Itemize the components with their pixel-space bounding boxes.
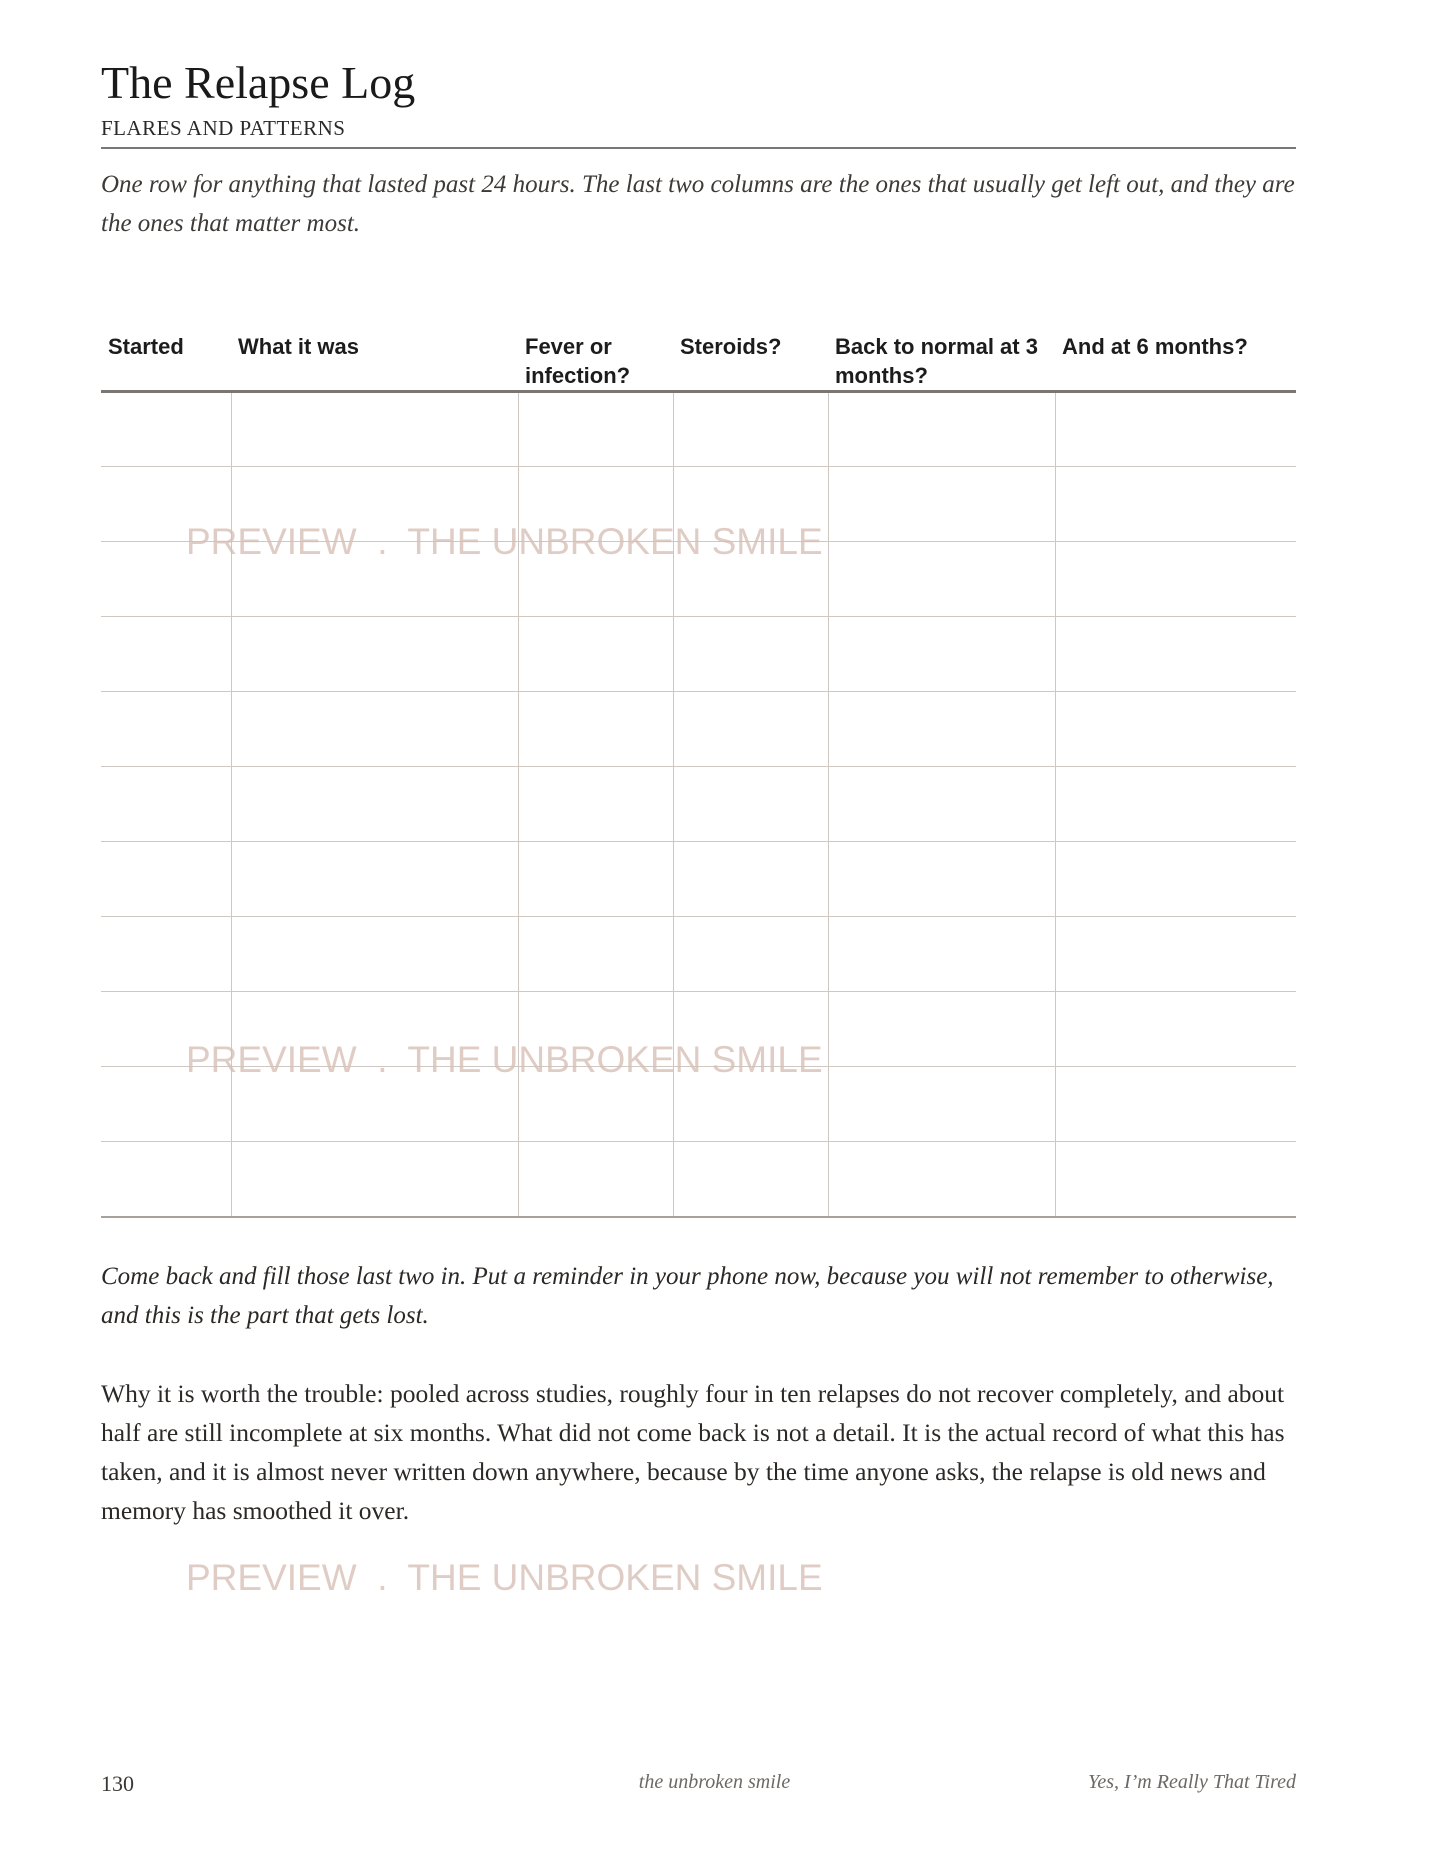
- table-cell: [518, 1067, 673, 1142]
- table-cell: [1055, 1142, 1296, 1217]
- relapse-log-table: [101, 322, 1296, 1218]
- table-row: [101, 467, 1296, 542]
- column-header-back-to-normal-3-months: Back to normal at 3 months?: [828, 322, 1055, 392]
- footer-book-title: Yes, I’m Really That Tired: [1088, 1771, 1296, 1793]
- table-cell: [101, 1142, 231, 1217]
- table-cell: [828, 692, 1055, 767]
- watermark: PREVIEW . THE UNBROKEN SMILE: [186, 1557, 823, 1598]
- table-cell: [101, 917, 231, 992]
- watermark: PREVIEW . THE UNBROKEN SMILE: [186, 521, 823, 562]
- table-cell: [101, 1067, 231, 1142]
- table-cell: [101, 392, 231, 467]
- table-cell: [828, 992, 1055, 1067]
- table-row: [101, 542, 1296, 617]
- body-paragraph: Why it is worth the trouble: pooled across studies, roughly four in ten relapses do not recover completely, and about half are still incomplete at six months. What did not come back is not a detail. It is the actual record of what this has taken, and it is almost never written down anywhere, because by the time anyone asks, the relapse is old news and memory has smoothed it over.: [101, 1379, 1285, 1525]
- table-cell: [231, 392, 518, 467]
- table-cell: [1055, 992, 1296, 1067]
- table-cell: [101, 842, 231, 917]
- table-header-row: [101, 322, 1296, 392]
- table-cell: [231, 467, 518, 542]
- title-divider: [101, 147, 1296, 149]
- table-cell: [1055, 617, 1296, 692]
- table-cell: [518, 392, 673, 467]
- table-cell: [673, 392, 828, 467]
- table-cell: [518, 467, 673, 542]
- table-cell: [518, 692, 673, 767]
- page-subtitle: FLARES AND PATTERNS: [101, 116, 346, 140]
- column-header-steroids: Steroids?: [673, 322, 828, 392]
- table-cell: [231, 617, 518, 692]
- table-cell: [101, 617, 231, 692]
- page-title: The Relapse Log: [101, 57, 416, 108]
- table-row: [101, 767, 1296, 842]
- table-cell: [673, 992, 828, 1067]
- table-cell: [231, 917, 518, 992]
- table-cell: [673, 1142, 828, 1217]
- table-cell: [673, 767, 828, 842]
- table-cell: [828, 467, 1055, 542]
- footer-brand: the unbroken smile: [638, 1771, 791, 1793]
- table-cell: [1055, 1067, 1296, 1142]
- table-cell: [1055, 467, 1296, 542]
- table-cell: [1055, 842, 1296, 917]
- table-row: [101, 392, 1296, 467]
- column-header-fever-or-infection: Fever or infection?: [518, 322, 673, 392]
- table-cell: [231, 992, 518, 1067]
- watermark: PREVIEW . THE UNBROKEN SMILE: [186, 1039, 823, 1080]
- table-cell: [1055, 692, 1296, 767]
- table-body: [101, 392, 1296, 1217]
- table-cell: [518, 1142, 673, 1217]
- table-cell: [828, 917, 1055, 992]
- table-row: [101, 917, 1296, 992]
- table-row: [101, 992, 1296, 1067]
- table-row: [101, 1067, 1296, 1142]
- table-cell: [101, 542, 231, 617]
- column-header-what-it-was: What it was: [231, 322, 518, 392]
- table-cell: [828, 617, 1055, 692]
- table-cell: [828, 1067, 1055, 1142]
- table-cell: [231, 842, 518, 917]
- table-cell: [673, 842, 828, 917]
- column-header-6-months: And at 6 months?: [1055, 322, 1296, 392]
- table-cell: [828, 542, 1055, 617]
- table-cell: [101, 692, 231, 767]
- table-cell: [828, 392, 1055, 467]
- table-cell: [101, 467, 231, 542]
- table-cell: [1055, 392, 1296, 467]
- table-cell: [518, 842, 673, 917]
- footer-page-number: 130: [101, 1771, 134, 1796]
- table-cell: [673, 467, 828, 542]
- table-cell: [1055, 917, 1296, 992]
- table-cell: [673, 917, 828, 992]
- table-cell: [828, 767, 1055, 842]
- table-cell: [1055, 542, 1296, 617]
- column-header-started: Started: [101, 322, 231, 392]
- table-cell: [1055, 767, 1296, 842]
- table-cell: [673, 1067, 828, 1142]
- table-cell: [518, 992, 673, 1067]
- table-cell: [101, 992, 231, 1067]
- table-cell: [101, 767, 231, 842]
- table-row: [101, 617, 1296, 692]
- table-cell: [828, 1142, 1055, 1217]
- table-cell: [673, 542, 828, 617]
- intro-text: One row for anything that lasted past 24 hours. The last two columns are the ones that usually get left out, and they are the ones that matter most.: [101, 171, 1295, 237]
- table-cell: [673, 692, 828, 767]
- table-row: [101, 1142, 1296, 1217]
- table-cell: [673, 617, 828, 692]
- table-cell: [518, 767, 673, 842]
- table-cell: [518, 617, 673, 692]
- table-cell: [231, 1142, 518, 1217]
- table-cell: [828, 842, 1055, 917]
- table-cell: [231, 767, 518, 842]
- table-row: [101, 842, 1296, 917]
- reminder-note: Come back and fill those last two in. Put a reminder in your phone now, because you will not remember to otherwise, and this is the part that gets lost.: [101, 1263, 1274, 1329]
- table-cell: [231, 1067, 518, 1142]
- table-cell: [231, 692, 518, 767]
- table-cell: [518, 917, 673, 992]
- table-cell: [518, 542, 673, 617]
- table-row: [101, 692, 1296, 767]
- table-cell: [231, 542, 518, 617]
